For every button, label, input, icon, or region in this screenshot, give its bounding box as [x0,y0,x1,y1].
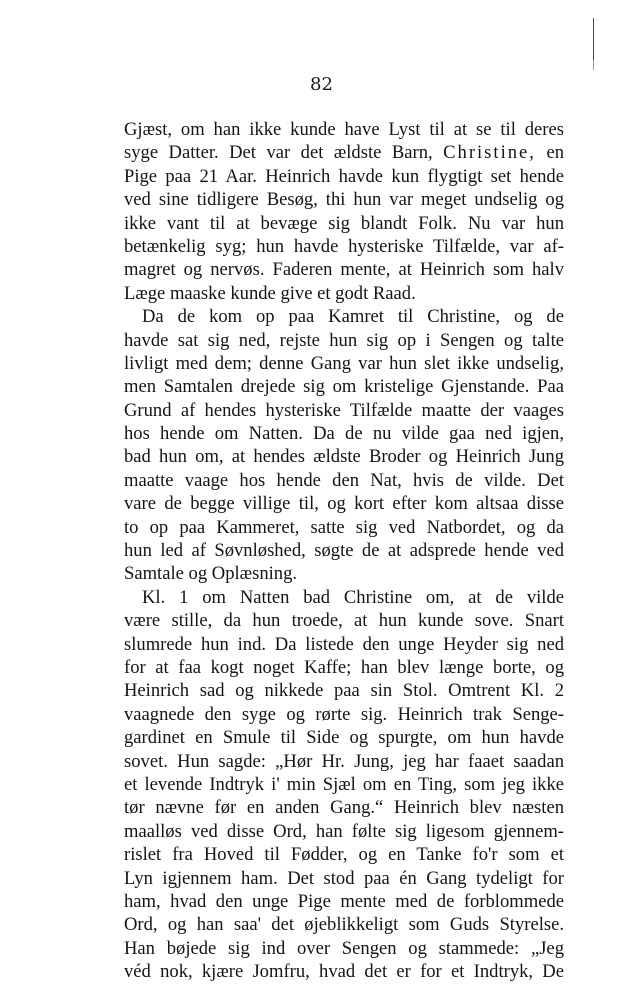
spaced-name: Christine, [443,142,536,164]
text-line: vare de begge villige til, og kort efter kom altsaa disse [124,493,564,515]
text-line: maatte vaage hos hende den Nat, hvis de vilde. Det [124,469,564,491]
text-line: ham, hvad den unge Pige mente med de forblommede [124,890,564,912]
text-line: vaagnede den syge og rørte sig. Heinrich trak Senge- [124,703,564,725]
text-line: hun led af Søvnløshed, søgte de at adsprede hende ved [124,540,564,562]
text-line: havde sat sig ned, rejste hun sig op i Sengen og talte [124,329,564,351]
text-line: rislet fra Hoved til Fødder, og en Tanke fo'r som et [124,844,564,866]
text-line: Lyn igjennem ham. Det stod paa én Gang tydeligt for [124,867,564,889]
text-line: et levende Indtryk i' min Sjæl om en Ting, som jeg ikke [124,773,564,795]
text-line: Han bøjede sig ind over Sengen og stammede: „Jeg [124,937,564,959]
text-line: maalløs ved disse Ord, han følte sig ligesom gjennem- [124,820,564,842]
text-line: betænkelig syg; hun havde hysteriske Tilfælde, var af- [124,235,564,257]
scan-edge-mark [593,60,594,70]
text-line: bad hun om, at hendes ældste Broder og Heinrich Jung [124,446,564,468]
text-line: livligt med dem; denne Gang var hun slet ikke undselig, [124,352,564,374]
text-line: Grund af hendes hysteriske Tilfælde maatte der vaages [124,399,564,421]
text-line: Kl. 1 om Natten bad Christine om, at de vilde [142,586,564,608]
text-line: tør nævne før en anden Gang.“ Heinrich blev næsten [124,797,564,819]
text-line: være stille, da hun troede, at hun kunde sove. Snart [124,610,564,632]
text-line: for at faa kogt noget Kaffe; han blev længe borte, og [124,656,564,678]
text-line [124,141,564,164]
text-line: Pige paa 21 Aar. Heinrich havde kun flygtigt set hende [124,165,564,187]
text-line: Heinrich sad og nikkede paa sin Stol. Omtrent Kl. 2 [124,680,564,702]
text-line: magret og nervøs. Faderen mente, at Heinrich som halv [124,259,564,281]
text-line: hos hende om Natten. Da de nu vilde gaa ned igjen, [124,423,564,445]
text-line: gardinet en Smule til Side og spurgte, om hun havde [124,727,564,749]
text-line: ved sine tidligere Besøg, thi hun var meget undselig og [124,189,564,211]
text-line: ikke vant til at bevæge sig blandt Folk. Nu var hun [124,212,564,234]
text-line: Samtale og Oplæsning. [124,563,298,585]
text-line: Læge maaske kunde give et godt Raad. [124,282,416,304]
text-line: to op paa Kammeret, satte sig ved Natbordet, og da [124,516,564,538]
text-line-end: en [546,142,564,164]
text-line: Ord, og han saa' det øjeblikkeligt som Guds Styrelse. [124,914,564,936]
text-line: sovet. Hun sagde: „Hør Hr. Jung, jeg har faaet saadan [124,750,564,772]
text-line: slumrede hun ind. Da listede den unge Heyder sig ned [124,633,564,655]
scan-edge-mark [593,18,594,60]
text-line-start: syge Datter. Det var det ældste Barn, [124,142,433,164]
text-line: men Samtalen drejede sig om kristelige Gjenstande. Paa [124,376,564,398]
page-number: 82 [310,74,333,95]
text-line: véd nok, kjære Jomfru, hvad det er for et Indtryk, De [124,961,564,983]
text-line: Gjæst, om han ikke kunde have Lyst til at se til deres [124,119,564,140]
body-text [124,118,564,983]
text-line: Da de kom op paa Kamret til Christine, og de [142,306,564,328]
